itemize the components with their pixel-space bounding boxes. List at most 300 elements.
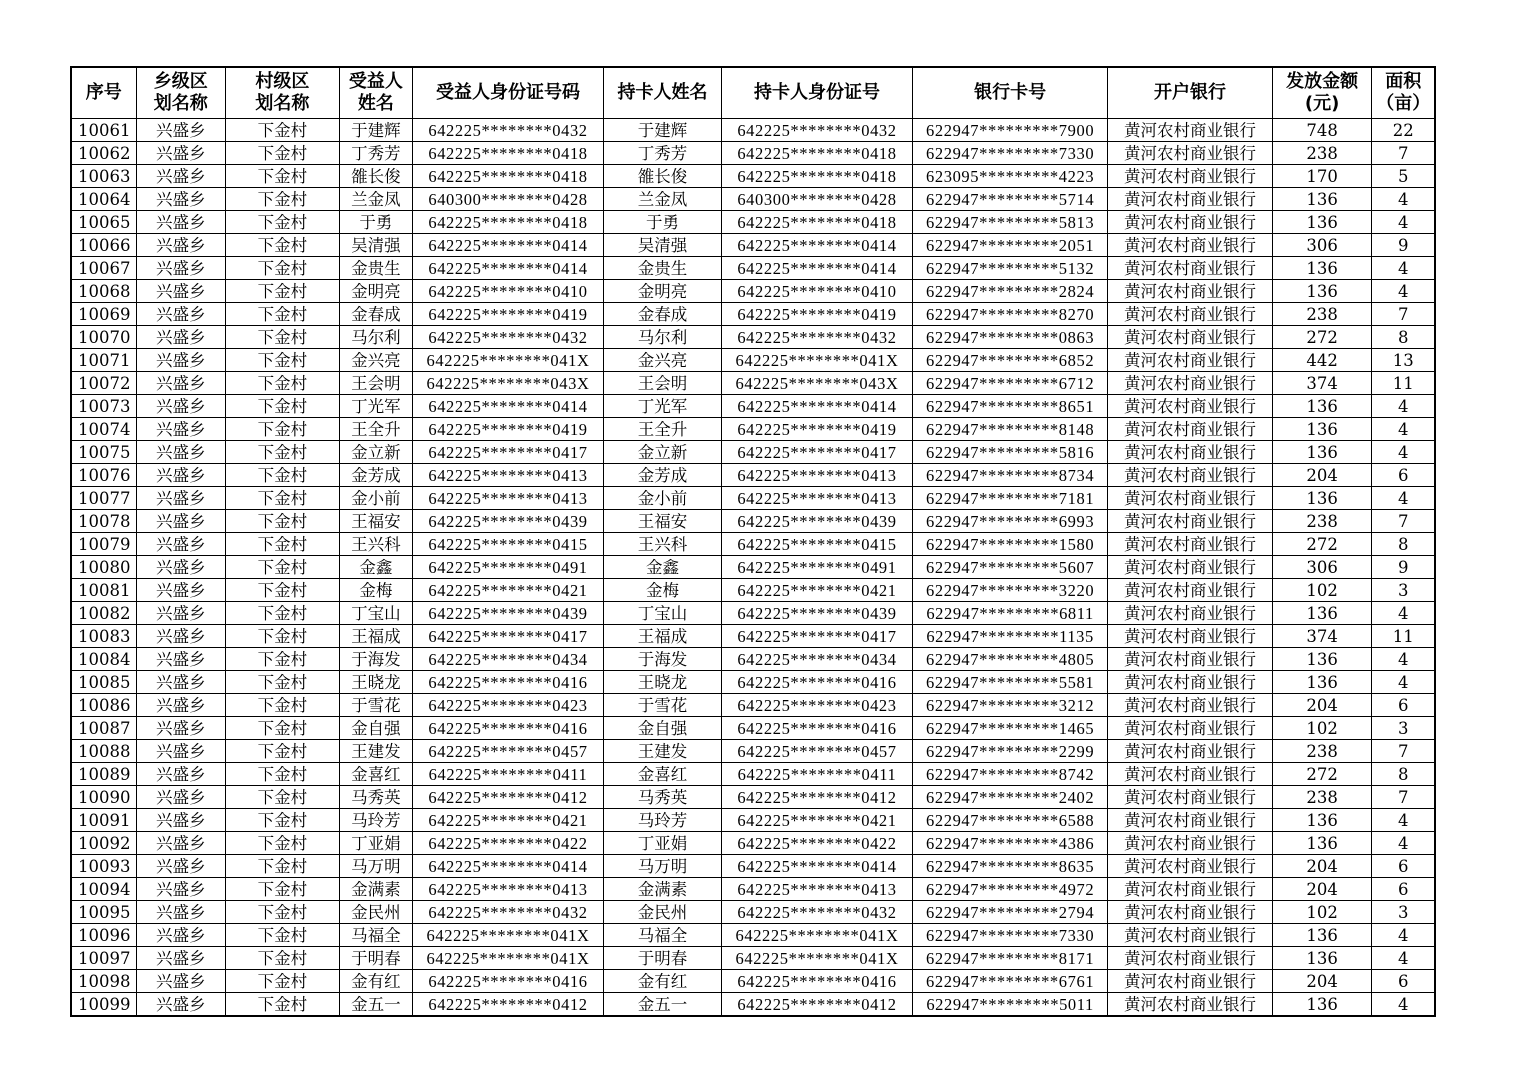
- bank-cell: 黄河农村商业银行: [1108, 648, 1273, 671]
- beneficiary-id-cell: 642225********0415: [412, 533, 603, 556]
- beneficiary-name-cell: 金自强: [339, 717, 412, 740]
- bank-cell: 黄河农村商业银行: [1108, 418, 1273, 441]
- amount-cell: 442: [1272, 349, 1372, 372]
- area-cell: 7: [1372, 740, 1435, 763]
- amount-cell: 204: [1272, 464, 1372, 487]
- beneficiary-name-cell: 金五一: [339, 993, 412, 1017]
- cardholder-id-cell: 642225********0422: [721, 832, 912, 855]
- cardholder-name-cell: 王全升: [604, 418, 722, 441]
- serial-no-cell: 10072: [71, 372, 136, 395]
- serial-no-cell: 10076: [71, 464, 136, 487]
- col-header-village: 村级区 划名称: [225, 67, 339, 119]
- beneficiary-name-cell: 雒长俊: [339, 165, 412, 188]
- cardholder-id-cell: 642225********0414: [721, 257, 912, 280]
- table-row: [71, 533, 1435, 556]
- beneficiary-id-cell: 642225********043X: [412, 372, 603, 395]
- serial-no-cell: 10094: [71, 878, 136, 901]
- table-row: [71, 970, 1435, 993]
- beneficiary-id-cell: 642225********0414: [412, 855, 603, 878]
- beneficiary-id-cell: 642225********0419: [412, 418, 603, 441]
- cardholder-name-cell: 金鑫: [604, 556, 722, 579]
- cardholder-name-cell: 王兴科: [604, 533, 722, 556]
- serial-no-cell: 10098: [71, 970, 136, 993]
- cardholder-name-cell: 马玲芳: [604, 809, 722, 832]
- township-cell: 兴盛乡: [136, 625, 225, 648]
- beneficiary-name-cell: 王晓龙: [339, 671, 412, 694]
- area-cell: 7: [1372, 510, 1435, 533]
- cardholder-id-cell: 642225********0414: [721, 234, 912, 257]
- beneficiary-name-cell: 金民州: [339, 901, 412, 924]
- beneficiary-name-cell: 于建辉: [339, 119, 412, 142]
- bank-cell: 黄河农村商业银行: [1108, 165, 1273, 188]
- township-cell: 兴盛乡: [136, 602, 225, 625]
- serial-no-cell: 10081: [71, 579, 136, 602]
- bank-cell: 黄河农村商业银行: [1108, 602, 1273, 625]
- bank-cell: 黄河农村商业银行: [1108, 510, 1273, 533]
- township-cell: 兴盛乡: [136, 786, 225, 809]
- bank-cell: 黄河农村商业银行: [1108, 740, 1273, 763]
- bank-cell: 黄河农村商业银行: [1108, 694, 1273, 717]
- cardholder-id-cell: 642225********041X: [721, 349, 912, 372]
- village-cell: 下金村: [225, 763, 339, 786]
- bank-card-no-cell: 622947*********5816: [913, 441, 1108, 464]
- bank-card-no-cell: 622947*********6852: [913, 349, 1108, 372]
- township-cell: 兴盛乡: [136, 142, 225, 165]
- table-row: [71, 625, 1435, 648]
- township-cell: 兴盛乡: [136, 234, 225, 257]
- table-row: [71, 211, 1435, 234]
- area-cell: 4: [1372, 280, 1435, 303]
- bank-cell: 黄河农村商业银行: [1108, 993, 1273, 1017]
- beneficiary-name-cell: 于明春: [339, 947, 412, 970]
- bank-cell: 黄河农村商业银行: [1108, 763, 1273, 786]
- cardholder-name-cell: 金立新: [604, 441, 722, 464]
- beneficiary-name-cell: 王建发: [339, 740, 412, 763]
- area-cell: 9: [1372, 556, 1435, 579]
- area-cell: 22: [1372, 119, 1435, 142]
- beneficiary-name-cell: 丁秀芳: [339, 142, 412, 165]
- beneficiary-name-cell: 金芳成: [339, 464, 412, 487]
- amount-cell: 272: [1272, 763, 1372, 786]
- beneficiary-name-cell: 金有红: [339, 970, 412, 993]
- beneficiary-name-cell: 马尔利: [339, 326, 412, 349]
- table-row: [71, 602, 1435, 625]
- amount-cell: 136: [1272, 487, 1372, 510]
- beneficiary-name-cell: 金立新: [339, 441, 412, 464]
- payment-roster-sheet: [70, 66, 1436, 1017]
- cardholder-id-cell: 642225********0432: [721, 901, 912, 924]
- bank-card-no-cell: 622947*********2299: [913, 740, 1108, 763]
- beneficiary-id-cell: 642225********0432: [412, 119, 603, 142]
- table-row: [71, 740, 1435, 763]
- beneficiary-name-cell: 王兴科: [339, 533, 412, 556]
- bank-card-no-cell: 622947*********8742: [913, 763, 1108, 786]
- township-cell: 兴盛乡: [136, 993, 225, 1017]
- bank-card-no-cell: 622947*********6588: [913, 809, 1108, 832]
- bank-card-no-cell: 622947*********8651: [913, 395, 1108, 418]
- table-row: [71, 786, 1435, 809]
- beneficiary-id-cell: 642225********0423: [412, 694, 603, 717]
- township-cell: 兴盛乡: [136, 809, 225, 832]
- village-cell: 下金村: [225, 901, 339, 924]
- cardholder-name-cell: 王福安: [604, 510, 722, 533]
- cardholder-id-cell: 642225********0417: [721, 625, 912, 648]
- serial-no-cell: 10068: [71, 280, 136, 303]
- serial-no-cell: 10061: [71, 119, 136, 142]
- col-header-beneficiary-id: 受益人身份证号码: [412, 67, 603, 119]
- cardholder-id-cell: 642225********041X: [721, 947, 912, 970]
- township-cell: 兴盛乡: [136, 901, 225, 924]
- township-cell: 兴盛乡: [136, 855, 225, 878]
- serial-no-cell: 10063: [71, 165, 136, 188]
- table-row: [71, 510, 1435, 533]
- bank-cell: 黄河农村商业银行: [1108, 142, 1273, 165]
- amount-cell: 136: [1272, 395, 1372, 418]
- township-cell: 兴盛乡: [136, 303, 225, 326]
- serial-no-cell: 10096: [71, 924, 136, 947]
- beneficiary-name-cell: 丁宝山: [339, 602, 412, 625]
- amount-cell: 136: [1272, 924, 1372, 947]
- bank-card-no-cell: 622947*********4386: [913, 832, 1108, 855]
- cardholder-name-cell: 金自强: [604, 717, 722, 740]
- amount-cell: 136: [1272, 441, 1372, 464]
- table-row: [71, 326, 1435, 349]
- beneficiary-id-cell: 642225********0432: [412, 901, 603, 924]
- table-row: [71, 257, 1435, 280]
- village-cell: 下金村: [225, 694, 339, 717]
- area-cell: 11: [1372, 625, 1435, 648]
- amount-cell: 272: [1272, 533, 1372, 556]
- bank-card-no-cell: 622947*********3212: [913, 694, 1108, 717]
- bank-cell: 黄河农村商业银行: [1108, 326, 1273, 349]
- beneficiary-id-cell: 642225********0416: [412, 671, 603, 694]
- village-cell: 下金村: [225, 211, 339, 234]
- table-row: [71, 924, 1435, 947]
- subsidy-payment-table: [70, 66, 1436, 1017]
- area-cell: 6: [1372, 970, 1435, 993]
- amount-cell: 748: [1272, 119, 1372, 142]
- cardholder-name-cell: 金春成: [604, 303, 722, 326]
- township-cell: 兴盛乡: [136, 464, 225, 487]
- township-cell: 兴盛乡: [136, 832, 225, 855]
- beneficiary-id-cell: 642225********0439: [412, 602, 603, 625]
- cardholder-id-cell: 642225********0417: [721, 441, 912, 464]
- cardholder-name-cell: 金贵生: [604, 257, 722, 280]
- serial-no-cell: 10085: [71, 671, 136, 694]
- beneficiary-name-cell: 金明亮: [339, 280, 412, 303]
- village-cell: 下金村: [225, 602, 339, 625]
- serial-no-cell: 10070: [71, 326, 136, 349]
- bank-card-no-cell: 622947*********4805: [913, 648, 1108, 671]
- amount-cell: 102: [1272, 579, 1372, 602]
- amount-cell: 204: [1272, 694, 1372, 717]
- amount-cell: 374: [1272, 625, 1372, 648]
- amount-cell: 272: [1272, 326, 1372, 349]
- beneficiary-id-cell: 642225********0418: [412, 142, 603, 165]
- township-cell: 兴盛乡: [136, 579, 225, 602]
- area-cell: 3: [1372, 901, 1435, 924]
- serial-no-cell: 10066: [71, 234, 136, 257]
- bank-cell: 黄河农村商业银行: [1108, 487, 1273, 510]
- table-row: [71, 464, 1435, 487]
- village-cell: 下金村: [225, 257, 339, 280]
- area-cell: 8: [1372, 763, 1435, 786]
- beneficiary-name-cell: 马秀英: [339, 786, 412, 809]
- bank-card-no-cell: 622947*********8171: [913, 947, 1108, 970]
- cardholder-name-cell: 金满素: [604, 878, 722, 901]
- area-cell: 3: [1372, 579, 1435, 602]
- col-header-amount: 发放金额 (元): [1272, 67, 1372, 119]
- beneficiary-id-cell: 642225********0421: [412, 809, 603, 832]
- beneficiary-id-cell: 642225********0413: [412, 464, 603, 487]
- cardholder-id-cell: 640300********0428: [721, 188, 912, 211]
- beneficiary-name-cell: 于雪花: [339, 694, 412, 717]
- cardholder-name-cell: 金兴亮: [604, 349, 722, 372]
- table-row: [71, 809, 1435, 832]
- area-cell: 4: [1372, 648, 1435, 671]
- village-cell: 下金村: [225, 441, 339, 464]
- cardholder-id-cell: 642225********0419: [721, 303, 912, 326]
- bank-cell: 黄河农村商业银行: [1108, 372, 1273, 395]
- area-cell: 4: [1372, 395, 1435, 418]
- cardholder-name-cell: 丁亚娟: [604, 832, 722, 855]
- beneficiary-name-cell: 王会明: [339, 372, 412, 395]
- cardholder-id-cell: 642225********0432: [721, 119, 912, 142]
- amount-cell: 238: [1272, 740, 1372, 763]
- cardholder-name-cell: 王晓龙: [604, 671, 722, 694]
- bank-cell: 黄河农村商业银行: [1108, 878, 1273, 901]
- area-cell: 8: [1372, 326, 1435, 349]
- serial-no-cell: 10095: [71, 901, 136, 924]
- amount-cell: 136: [1272, 257, 1372, 280]
- township-cell: 兴盛乡: [136, 556, 225, 579]
- village-cell: 下金村: [225, 326, 339, 349]
- township-cell: 兴盛乡: [136, 878, 225, 901]
- beneficiary-name-cell: 兰金凤: [339, 188, 412, 211]
- cardholder-id-cell: 642225********0423: [721, 694, 912, 717]
- amount-cell: 136: [1272, 832, 1372, 855]
- serial-no-cell: 10097: [71, 947, 136, 970]
- village-cell: 下金村: [225, 947, 339, 970]
- beneficiary-id-cell: 642225********0416: [412, 717, 603, 740]
- table-row: [71, 188, 1435, 211]
- cardholder-id-cell: 642225********0418: [721, 165, 912, 188]
- beneficiary-id-cell: 642225********0439: [412, 510, 603, 533]
- bank-card-no-cell: 622947*********6993: [913, 510, 1108, 533]
- cardholder-name-cell: 王福成: [604, 625, 722, 648]
- bank-cell: 黄河农村商业银行: [1108, 924, 1273, 947]
- bank-cell: 黄河农村商业银行: [1108, 832, 1273, 855]
- col-header-serial-no: 序号: [71, 67, 136, 119]
- township-cell: 兴盛乡: [136, 763, 225, 786]
- table-row: [71, 280, 1435, 303]
- township-cell: 兴盛乡: [136, 372, 225, 395]
- amount-cell: 136: [1272, 947, 1372, 970]
- col-header-bank: 开户银行: [1108, 67, 1273, 119]
- area-cell: 4: [1372, 832, 1435, 855]
- serial-no-cell: 10078: [71, 510, 136, 533]
- cardholder-name-cell: 金芳成: [604, 464, 722, 487]
- table-row: [71, 487, 1435, 510]
- table-row: [71, 395, 1435, 418]
- beneficiary-id-cell: 642225********0411: [412, 763, 603, 786]
- area-cell: 4: [1372, 188, 1435, 211]
- cardholder-name-cell: 王建发: [604, 740, 722, 763]
- village-cell: 下金村: [225, 993, 339, 1017]
- township-cell: 兴盛乡: [136, 326, 225, 349]
- cardholder-name-cell: 丁宝山: [604, 602, 722, 625]
- table-row: [71, 694, 1435, 717]
- area-cell: 4: [1372, 418, 1435, 441]
- amount-cell: 204: [1272, 878, 1372, 901]
- area-cell: 6: [1372, 694, 1435, 717]
- serial-no-cell: 10091: [71, 809, 136, 832]
- township-cell: 兴盛乡: [136, 717, 225, 740]
- amount-cell: 238: [1272, 786, 1372, 809]
- village-cell: 下金村: [225, 924, 339, 947]
- bank-cell: 黄河农村商业银行: [1108, 464, 1273, 487]
- cardholder-id-cell: 642225********043X: [721, 372, 912, 395]
- serial-no-cell: 10086: [71, 694, 136, 717]
- township-cell: 兴盛乡: [136, 694, 225, 717]
- bank-cell: 黄河农村商业银行: [1108, 625, 1273, 648]
- col-header-township: 乡级区 划名称: [136, 67, 225, 119]
- cardholder-id-cell: 642225********0421: [721, 579, 912, 602]
- beneficiary-name-cell: 金满素: [339, 878, 412, 901]
- cardholder-id-cell: 642225********0413: [721, 487, 912, 510]
- amount-cell: 136: [1272, 602, 1372, 625]
- table-row: [71, 717, 1435, 740]
- area-cell: 6: [1372, 878, 1435, 901]
- cardholder-name-cell: 金明亮: [604, 280, 722, 303]
- cardholder-id-cell: 642225********0434: [721, 648, 912, 671]
- village-cell: 下金村: [225, 556, 339, 579]
- area-cell: 4: [1372, 441, 1435, 464]
- area-cell: 4: [1372, 924, 1435, 947]
- bank-cell: 黄河农村商业银行: [1108, 395, 1273, 418]
- table-row: [71, 372, 1435, 395]
- village-cell: 下金村: [225, 303, 339, 326]
- beneficiary-name-cell: 金春成: [339, 303, 412, 326]
- col-header-cardholder-id: 持卡人身份证号: [721, 67, 912, 119]
- serial-no-cell: 10067: [71, 257, 136, 280]
- village-cell: 下金村: [225, 717, 339, 740]
- table-row: [71, 556, 1435, 579]
- amount-cell: 136: [1272, 211, 1372, 234]
- beneficiary-id-cell: 642225********0419: [412, 303, 603, 326]
- cardholder-id-cell: 642225********0414: [721, 855, 912, 878]
- table-row: [71, 901, 1435, 924]
- bank-cell: 黄河农村商业银行: [1108, 303, 1273, 326]
- table-row: [71, 142, 1435, 165]
- beneficiary-name-cell: 金兴亮: [339, 349, 412, 372]
- table-header-row: [71, 67, 1435, 119]
- serial-no-cell: 10082: [71, 602, 136, 625]
- bank-card-no-cell: 622947*********2794: [913, 901, 1108, 924]
- serial-no-cell: 10073: [71, 395, 136, 418]
- bank-cell: 黄河农村商业银行: [1108, 533, 1273, 556]
- bank-card-no-cell: 622947*********2051: [913, 234, 1108, 257]
- beneficiary-id-cell: 642225********0414: [412, 234, 603, 257]
- beneficiary-id-cell: 642225********0457: [412, 740, 603, 763]
- village-cell: 下金村: [225, 165, 339, 188]
- area-cell: 6: [1372, 855, 1435, 878]
- serial-no-cell: 10099: [71, 993, 136, 1017]
- bank-cell: 黄河农村商业银行: [1108, 234, 1273, 257]
- bank-cell: 黄河农村商业银行: [1108, 717, 1273, 740]
- township-cell: 兴盛乡: [136, 671, 225, 694]
- village-cell: 下金村: [225, 234, 339, 257]
- cardholder-name-cell: 马福全: [604, 924, 722, 947]
- township-cell: 兴盛乡: [136, 441, 225, 464]
- township-cell: 兴盛乡: [136, 648, 225, 671]
- bank-card-no-cell: 623095*********4223: [913, 165, 1108, 188]
- col-header-bank-card-no: 银行卡号: [913, 67, 1108, 119]
- bank-card-no-cell: 622947*********7181: [913, 487, 1108, 510]
- township-cell: 兴盛乡: [136, 395, 225, 418]
- cardholder-id-cell: 642225********0457: [721, 740, 912, 763]
- cardholder-id-cell: 642225********0432: [721, 326, 912, 349]
- amount-cell: 102: [1272, 717, 1372, 740]
- village-cell: 下金村: [225, 671, 339, 694]
- bank-cell: 黄河农村商业银行: [1108, 947, 1273, 970]
- bank-card-no-cell: 622947*********5132: [913, 257, 1108, 280]
- cardholder-name-cell: 金喜红: [604, 763, 722, 786]
- table-row: [71, 119, 1435, 142]
- cardholder-id-cell: 642225********0418: [721, 142, 912, 165]
- serial-no-cell: 10071: [71, 349, 136, 372]
- beneficiary-name-cell: 王福成: [339, 625, 412, 648]
- amount-cell: 238: [1272, 303, 1372, 326]
- cardholder-id-cell: 642225********0412: [721, 786, 912, 809]
- serial-no-cell: 10069: [71, 303, 136, 326]
- area-cell: 13: [1372, 349, 1435, 372]
- area-cell: 8: [1372, 533, 1435, 556]
- village-cell: 下金村: [225, 464, 339, 487]
- serial-no-cell: 10077: [71, 487, 136, 510]
- table-row: [71, 855, 1435, 878]
- beneficiary-name-cell: 马万明: [339, 855, 412, 878]
- cardholder-name-cell: 于明春: [604, 947, 722, 970]
- area-cell: 4: [1372, 487, 1435, 510]
- table-row: [71, 349, 1435, 372]
- bank-cell: 黄河农村商业银行: [1108, 349, 1273, 372]
- village-cell: 下金村: [225, 280, 339, 303]
- bank-cell: 黄河农村商业银行: [1108, 188, 1273, 211]
- amount-cell: 102: [1272, 901, 1372, 924]
- bank-card-no-cell: 622947*********5607: [913, 556, 1108, 579]
- area-cell: 7: [1372, 142, 1435, 165]
- township-cell: 兴盛乡: [136, 257, 225, 280]
- beneficiary-name-cell: 丁亚娟: [339, 832, 412, 855]
- village-cell: 下金村: [225, 878, 339, 901]
- village-cell: 下金村: [225, 395, 339, 418]
- bank-card-no-cell: 622947*********0863: [913, 326, 1108, 349]
- cardholder-id-cell: 642225********0416: [721, 717, 912, 740]
- cardholder-name-cell: 于建辉: [604, 119, 722, 142]
- cardholder-name-cell: 金梅: [604, 579, 722, 602]
- village-cell: 下金村: [225, 579, 339, 602]
- beneficiary-name-cell: 金贵生: [339, 257, 412, 280]
- area-cell: 4: [1372, 993, 1435, 1017]
- amount-cell: 238: [1272, 510, 1372, 533]
- area-cell: 9: [1372, 234, 1435, 257]
- table-body: [71, 119, 1435, 1017]
- beneficiary-name-cell: 于勇: [339, 211, 412, 234]
- col-header-cardholder-name: 持卡人姓名: [604, 67, 722, 119]
- beneficiary-name-cell: 王福安: [339, 510, 412, 533]
- bank-cell: 黄河农村商业银行: [1108, 809, 1273, 832]
